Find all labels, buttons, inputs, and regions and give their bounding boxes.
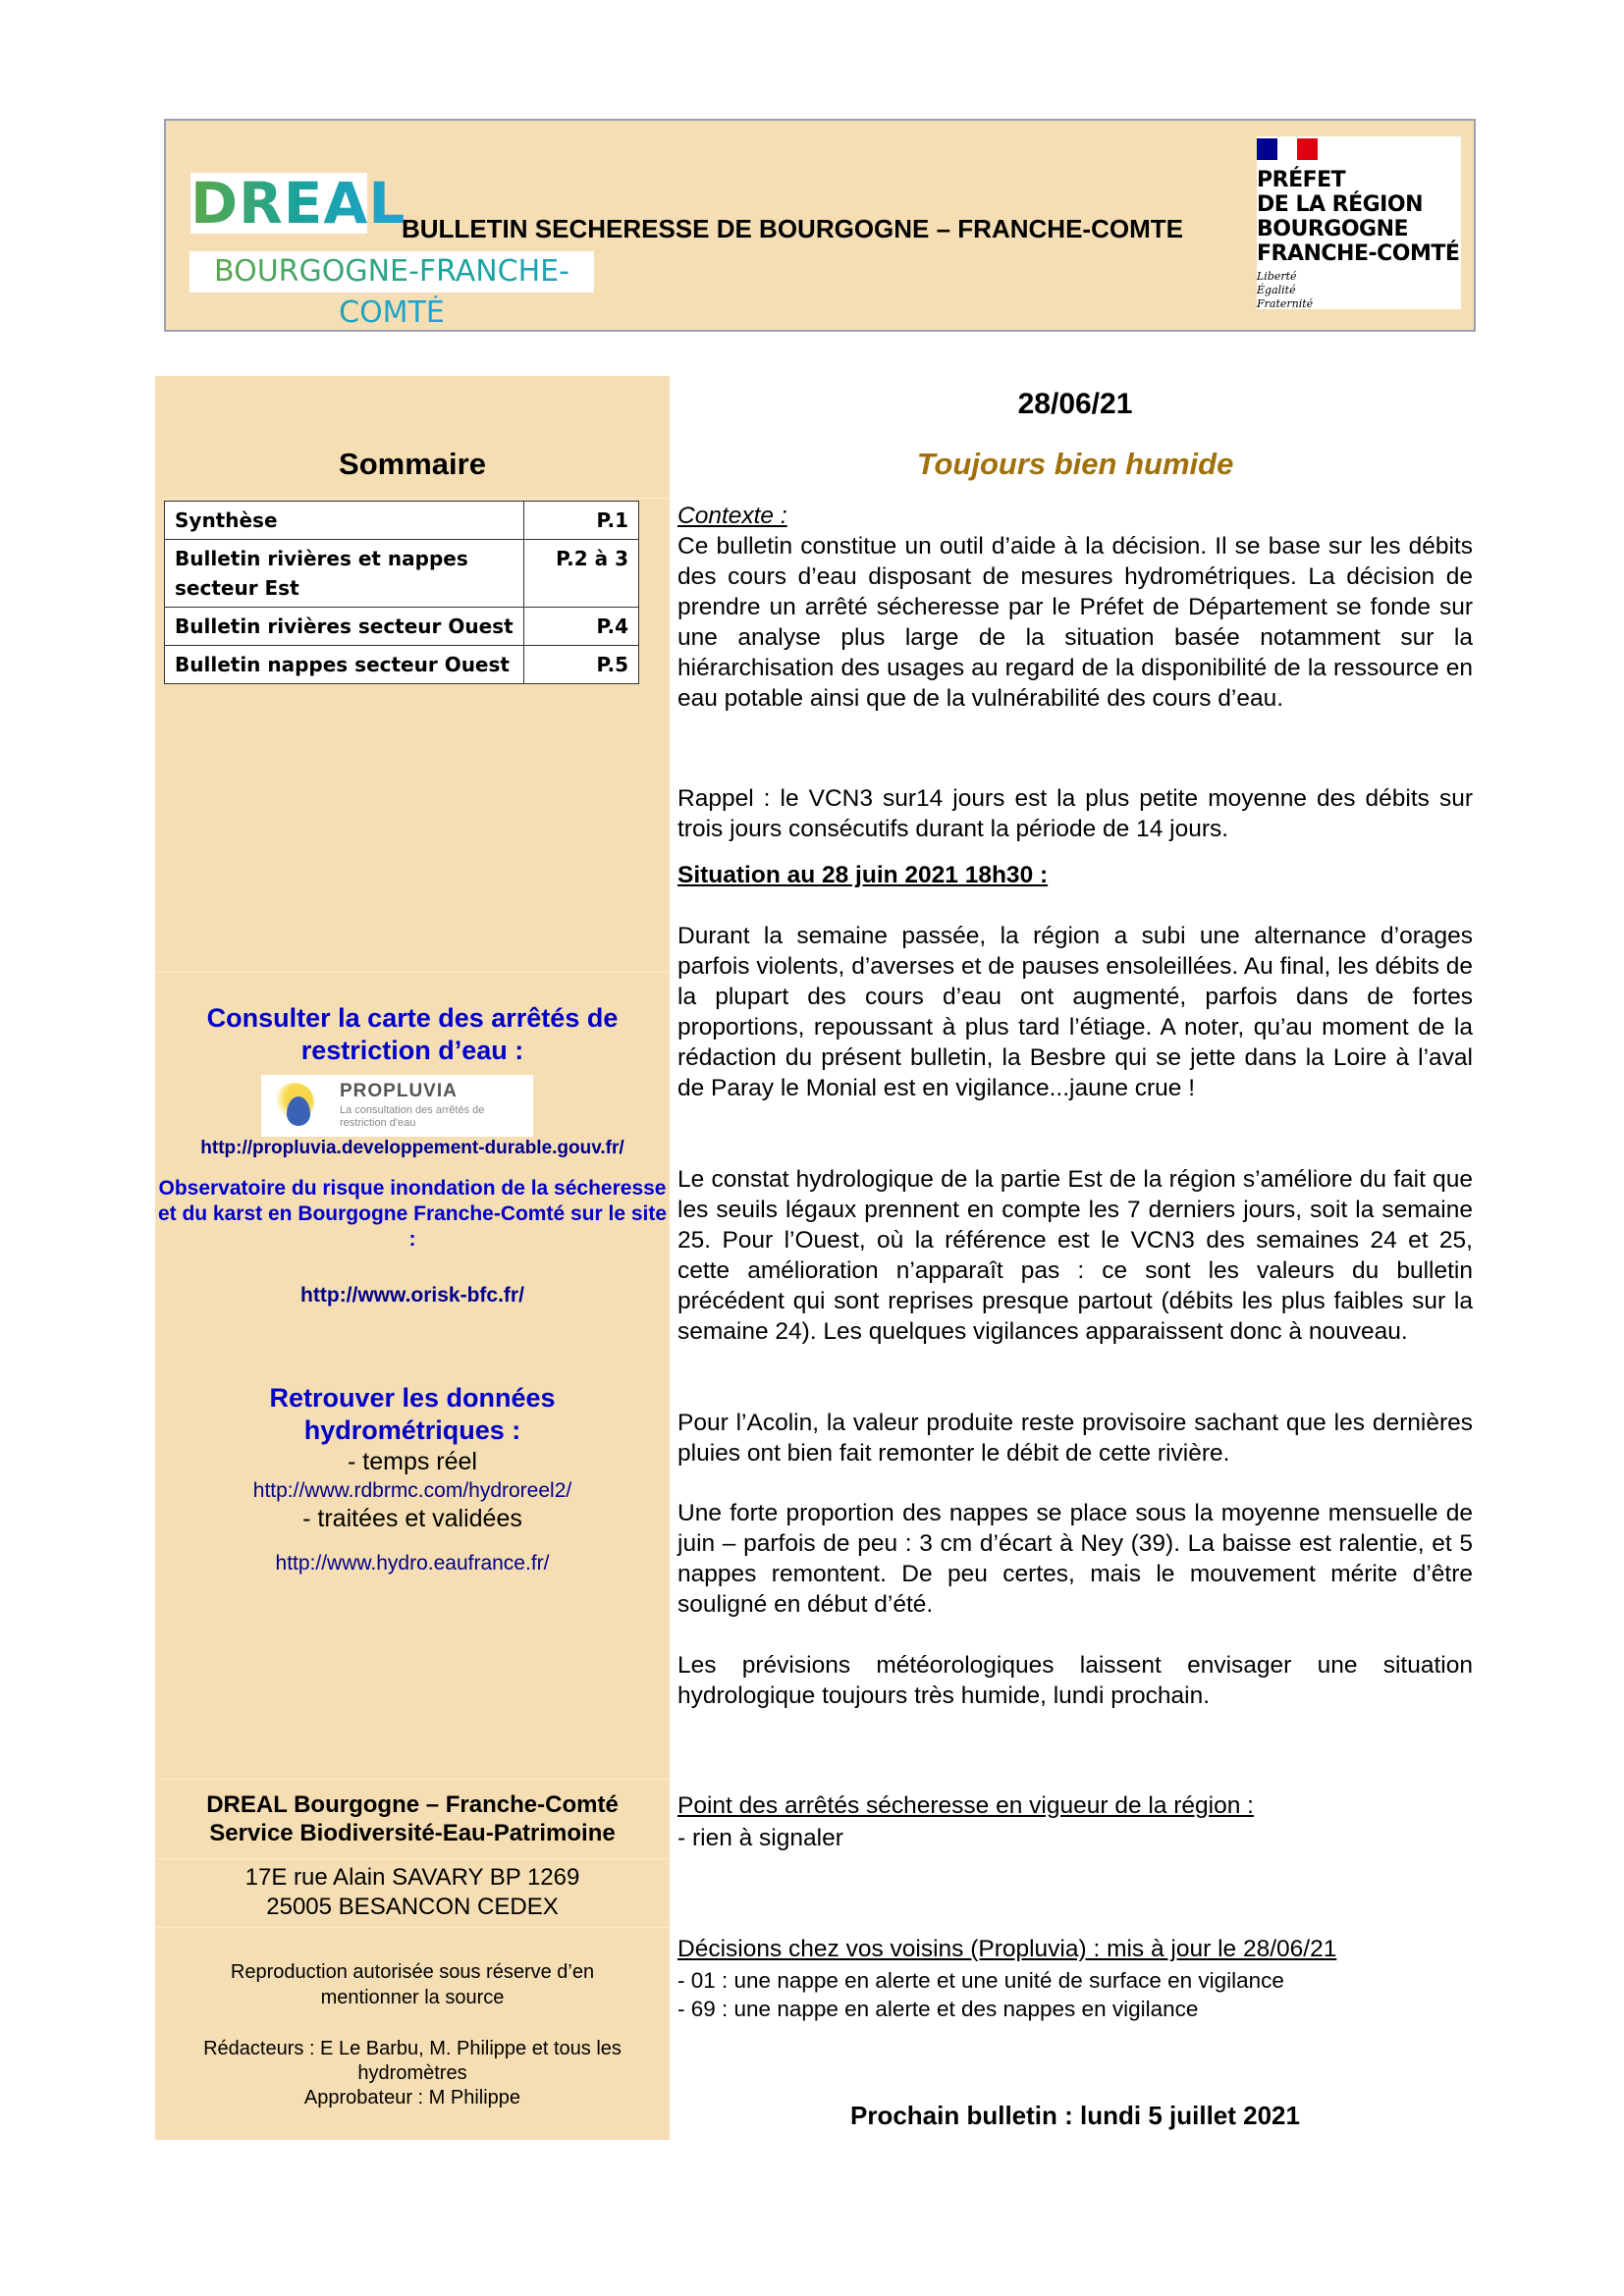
prefet-text: PRÉFET DE LA RÉGION BOURGOGNE FRANCHE-COMTÉ [1257, 168, 1460, 266]
toc-row[interactable]: Synthèse P.1 [165, 502, 639, 540]
toc-row[interactable]: Bulletin nappes secteur Ouest P.5 [165, 646, 639, 684]
situation-para-4: Une forte proportion des nappes se place sous la moyenne mensuelle de juin – parfois de peu : 3 cm d’écart à Ney (39). La baisse est ralentie, et 5 nappes remontent. De peu certes, mais le mouvement mérite d’être souligné en début d’été. [677, 1500, 1473, 1618]
arretes-item: - rien à signaler [677, 1825, 843, 1851]
traitees-label: - traitées et validées [302, 1505, 522, 1532]
observatoire-text: Observatoire du risque inondation de la sécheresse et du karst en Bourgogne Franche-Comté sur le site : [157, 1177, 668, 1251]
list-item: - 01 : une nappe en alerte et une unité de surface en vigilance [677, 1968, 1284, 1993]
list-item: - 69 : une nappe en alerte et des nappes en vigilance [677, 1997, 1199, 2021]
propluvia-link[interactable]: http://propluvia.developpement-durable.gouv.fr/ [200, 1138, 624, 1158]
contexte-text: Ce bulletin constitue un outil d’aide à la décision. Il se base sur les débits des cours d’eau disposant de mesures hydrométriques. La décision de prendre un arrêté sécheresse par le Préfet de Département se fonde sur une analyse plus large de la situation basée notamment sur la hiérarchisation des usages au regard de la disponibilité de la ressource en eau potable ainsi que de la vulnérabilité des cours d’eau. [677, 533, 1473, 712]
toc-row[interactable]: Bulletin rivières et nappes secteur Est P.2 à 3 [165, 540, 639, 608]
orisk-link[interactable]: http://www.orisk-bfc.fr/ [300, 1284, 524, 1307]
devise: Liberté Égalité Fraternité [1257, 270, 1314, 310]
organisation: DREAL Bourgogne – Franche-Comté Service Biodiversité-Eau-Patrimoine [206, 1791, 619, 1846]
propluvia-logo[interactable]: PROPLUVIA La consultation des arrêtés de restriction d'eau [261, 1075, 533, 1137]
prefet-logo [1257, 136, 1461, 309]
reproduction-note: Reproduction autorisée sous réserve d’en mentionner la source [230, 1961, 595, 2008]
sommaire-title: Sommaire [339, 447, 486, 481]
carte-heading: Consulter la carte des arrêtés de restriction d’eau : [206, 1003, 619, 1065]
situation-para-3: Pour l’Acolin, la valeur produite reste provisoire sachant que les dernières pluies ont bien fait remonter le débit de cette rivière. [677, 1410, 1473, 1467]
situation-para-1: Durant la semaine passée, la région a subi une alternance d’orages parfois violents, d’averses et de pauses ensoleillées. Au final, les débits de la plupart des cours d’eau ont augmenté, parfois dans de fortes proportions, repoussant à plus tard l’étiage. A noter, qu’au moment de la rédaction du présent bulletin, la Besbre qui se jette dans la Loire à l’aval de Paray le Monial est en vigilance...jaune crue ! [677, 923, 1473, 1101]
approbateur: Approbateur : M Philippe [303, 2087, 521, 2109]
rappel-text: Rappel : le VCN3 sur14 jours est la plus petite moyenne des débits sur trois jours consécutifs durant la période de 14 jours. [677, 785, 1473, 842]
marianne-flag-icon [1257, 138, 1318, 160]
sidebar [155, 376, 670, 2140]
situation-para-5: Les prévisions météorologiques laissent envisager une situation hydrologique toujours très humide, lundi prochain. [677, 1652, 1473, 1709]
situation-label: Situation au 28 juin 2021 18h30 : [677, 862, 1049, 888]
bulletin-date: 28/06/21 [1017, 388, 1133, 420]
toc-table [164, 501, 639, 684]
headline: Toujours bien humide [916, 447, 1234, 481]
rdbrmc-link[interactable]: http://www.rdbrmc.com/hydroreel2/ [252, 1479, 572, 1502]
contexte-label: Contexte : [677, 503, 787, 529]
dreal-logo: DREAL [190, 170, 406, 237]
prochain-bulletin: Prochain bulletin : lundi 5 juillet 2021 [850, 2101, 1300, 2130]
address: 17E rue Alain SAVARY BP 1269 25005 BESANCON CEDEX [244, 1864, 580, 1920]
temps-reel-label: - temps réel [348, 1448, 477, 1475]
water-drop-icon [287, 1096, 310, 1126]
toc-row[interactable]: Bulletin rivières secteur Ouest P.4 [165, 608, 639, 646]
bulletin-title: BULLETIN SECHERESSE DE BOURGOGNE – FRANCHE-COMTE [402, 214, 1183, 243]
donnees-heading: Retrouver les données hydrométriques : [269, 1383, 556, 1445]
situation-para-2: Le constat hydrologique de la partie Est de la région s’améliore du fait que les seuils légaux prennent en compte les 7 derniers jours, soit la semaine 25. Pour l’Ouest, où la référence est le VCN3 des semaines 24 et 25, cette amélioration n’apparaît pas : ce sont les valeurs du bulletin précédent qui sont reprises presque partout (débits les plus faibles sur la semaine 24). Les quelques vigilances apparaissent donc à nouveau. [677, 1166, 1473, 1345]
header-banner [164, 119, 1476, 332]
hydro-link[interactable]: http://www.hydro.eaufrance.fr/ [275, 1552, 550, 1575]
redacteurs: Rédacteurs : E Le Barbu, M. Philippe et tous les hydromètres [203, 2038, 622, 2084]
region-logo: BOURGOGNE-FRANCHE-COMTÉ [189, 251, 594, 293]
voisins-list [677, 1966, 1284, 2023]
arretes-label: Point des arrêtés sécheresse en vigueur de la région : [677, 1792, 1254, 1819]
voisins-label: Décisions chez vos voisins (Propluvia) : mis à jour le 28/06/21 [677, 1936, 1337, 1962]
